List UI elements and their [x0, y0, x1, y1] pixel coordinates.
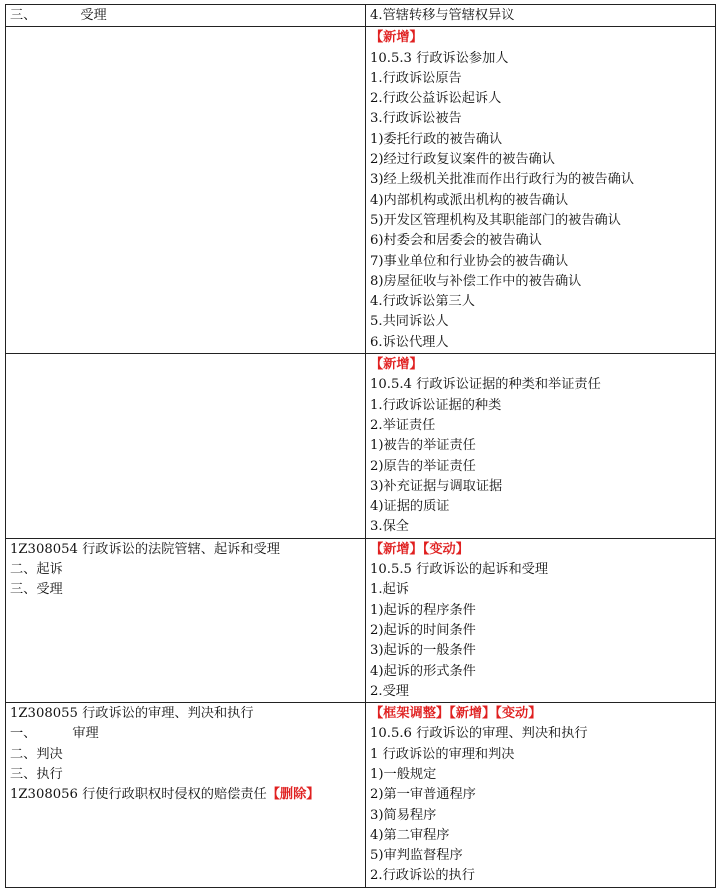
table-row — [6, 703, 716, 888]
right-line: 4.管辖转移与管辖权异议 — [370, 8, 515, 23]
right-cell — [366, 538, 716, 702]
table-row — [6, 27, 716, 354]
right-line: 7)事业单位和行业协会的被告确认 — [370, 253, 569, 269]
change-tag: 【新增】 — [370, 357, 423, 373]
right-line: 4)第二审程序 — [370, 827, 450, 843]
comparison-table — [5, 4, 716, 888]
right-line: 1)被告的举证责任 — [370, 438, 476, 454]
right-line: 1 行政诉讼的审理和判决 — [370, 746, 515, 762]
right-cell — [366, 703, 716, 888]
change-tag: 【新增】 — [449, 706, 496, 722]
change-tag: 【变动】 — [495, 706, 542, 722]
left-line: 1Z308056 行使行政职权时侵权的赔偿责任【删除】 — [10, 787, 320, 803]
right-line: 10.5.5 行政诉讼的起诉和受理 — [370, 562, 549, 578]
right-line: 5)审判监督程序 — [370, 848, 463, 864]
left-cell — [6, 538, 366, 702]
left-line: 1Z308055 行政诉讼的审理、判决和执行 — [10, 706, 254, 722]
tag-line — [370, 28, 712, 48]
left-line: 二、判决 — [10, 746, 63, 762]
right-line: 2)起诉的时间条件 — [370, 622, 476, 638]
left-line: 三、 受理 — [10, 8, 107, 23]
right-line: 3.行政诉讼被告 — [370, 111, 462, 127]
right-line: 3.保全 — [370, 519, 409, 535]
tag-line — [370, 704, 712, 724]
right-line: 4)证据的质证 — [370, 499, 450, 515]
left-cell — [6, 27, 366, 354]
right-line: 3)经上级机关批准而作出行政行为的被告确认 — [370, 172, 635, 188]
right-line: 10.5.3 行政诉讼参加人 — [370, 50, 509, 66]
tag-line — [370, 540, 712, 560]
right-line: 1.行政诉讼原告 — [370, 70, 462, 86]
right-line: 6.诉讼代理人 — [370, 334, 449, 350]
change-tag: 【框架调整】 — [370, 706, 450, 722]
left-cell — [6, 703, 366, 888]
change-tag: 【删除】 — [266, 787, 320, 803]
right-line: 1.起诉 — [370, 582, 409, 598]
table-row — [6, 538, 716, 702]
left-line: 三、执行 — [10, 766, 63, 782]
right-line: 5)开发区管理机构及其职能部门的被告确认 — [370, 212, 621, 228]
right-line: 6)村委会和居委会的被告确认 — [370, 233, 542, 249]
right-line: 10.5.4 行政诉讼证据的种类和举证责任 — [370, 377, 601, 393]
left-line: 三、受理 — [10, 582, 63, 598]
right-line: 3)补充证据与调取证据 — [370, 478, 503, 494]
right-line: 4)起诉的形式条件 — [370, 663, 476, 679]
change-tag: 【新增】 — [370, 541, 423, 557]
right-line: 8)房屋征收与补偿工作中的被告确认 — [370, 273, 582, 289]
right-line: 2.行政诉讼的执行 — [370, 868, 475, 884]
left-line: 1Z308054 行政诉讼的法院管辖、起诉和受理 — [10, 541, 280, 557]
left-line: 二、起诉 — [10, 562, 63, 578]
tag-line — [370, 355, 712, 375]
right-line: 2.行政公益诉讼起诉人 — [370, 91, 502, 107]
right-line: 1)起诉的程序条件 — [370, 602, 476, 618]
left-cell — [6, 5, 366, 27]
change-tag: 【新增】 — [370, 30, 423, 46]
right-line: 2)原告的举证责任 — [370, 458, 476, 474]
table-row — [6, 5, 716, 27]
change-tag: 【变动】 — [422, 541, 469, 557]
right-line: 2.举证责任 — [370, 417, 436, 433]
right-line: 3)简易程序 — [370, 807, 437, 823]
right-line: 2)第一审普通程序 — [370, 787, 476, 803]
right-line: 5.共同诉讼人 — [370, 314, 449, 330]
right-line: 1)一般规定 — [370, 766, 437, 782]
right-cell — [366, 5, 716, 27]
left-line: 一、 审理 — [10, 726, 99, 742]
right-line: 1)委托行政的被告确认 — [370, 131, 503, 147]
right-line: 10.5.6 行政诉讼的审理、判决和执行 — [370, 726, 588, 742]
right-line: 2)经过行政复议案件的被告确认 — [370, 152, 555, 168]
right-line: 4)内部机构或派出机构的被告确认 — [370, 192, 569, 208]
right-cell — [366, 354, 716, 539]
table-row — [6, 354, 716, 539]
right-cell — [366, 27, 716, 354]
right-line: 4.行政诉讼第三人 — [370, 294, 475, 310]
right-line: 2.受理 — [370, 683, 409, 699]
right-line: 1.行政诉讼证据的种类 — [370, 397, 502, 413]
right-line: 3)起诉的一般条件 — [370, 643, 476, 659]
left-cell — [6, 354, 366, 539]
